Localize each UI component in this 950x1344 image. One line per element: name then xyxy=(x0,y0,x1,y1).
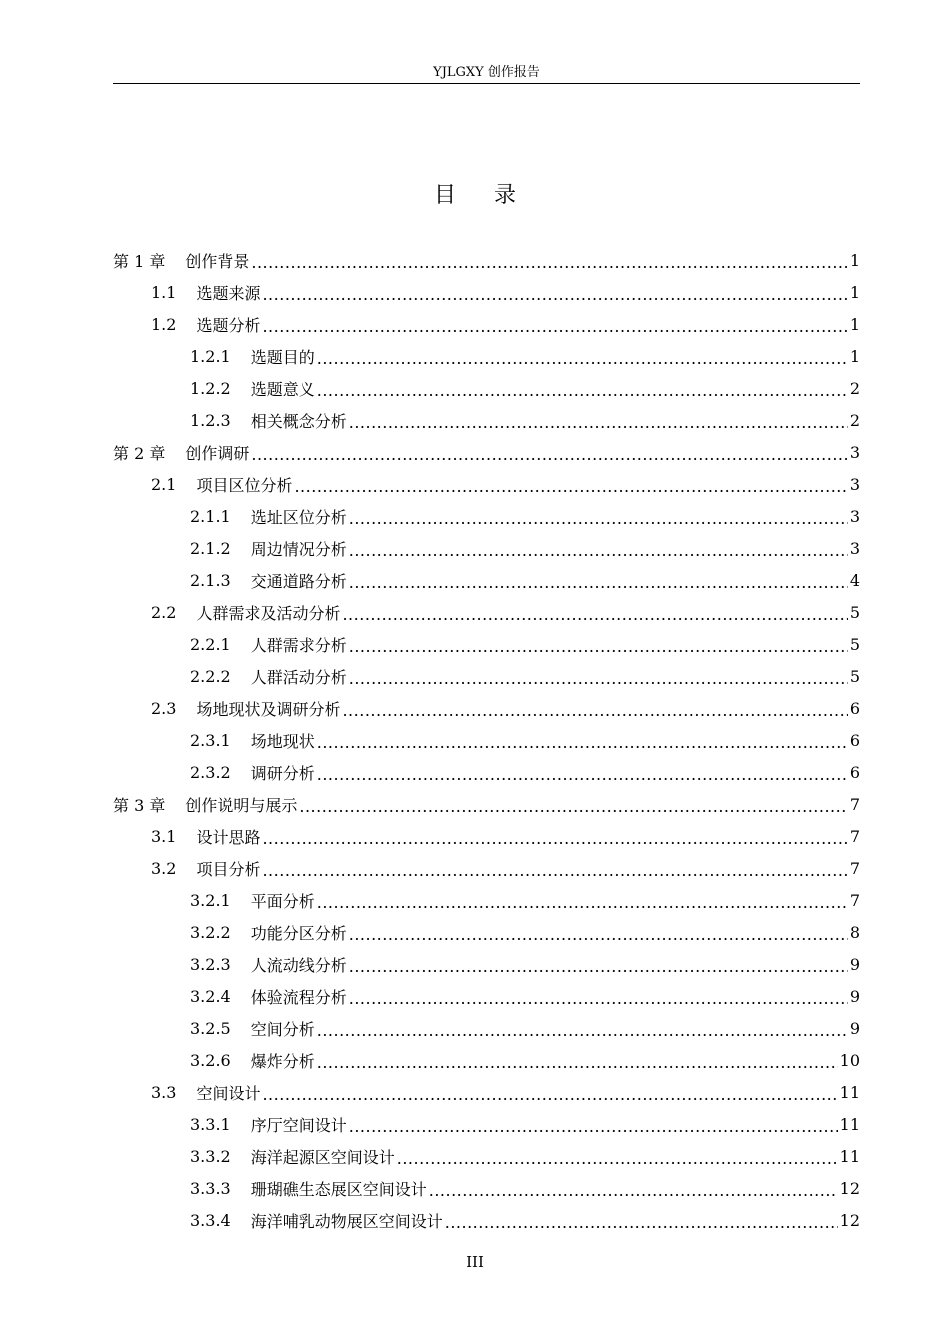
toc-entry[interactable] xyxy=(113,404,860,436)
toc-entry-number: 3.1 xyxy=(151,826,177,846)
toc-entry-number: 2.1.2 xyxy=(190,538,231,558)
toc-entry-number: 2.1 xyxy=(151,474,177,494)
toc-entry[interactable] xyxy=(113,372,860,404)
toc-leader-dots xyxy=(349,959,848,975)
toc-entry-number: 3.3.4 xyxy=(190,1210,231,1230)
toc-entry-number: 第 3 章 xyxy=(113,795,166,815)
toc-entry-page: 7 xyxy=(849,794,860,814)
toc-entry-title: 项目区位分析 xyxy=(196,475,293,495)
toc-entry-title: 选题来源 xyxy=(196,283,261,303)
toc-leader-dots xyxy=(294,479,847,495)
toc-entry-title: 创作背景 xyxy=(185,251,250,271)
toc-leader-dots xyxy=(251,255,847,271)
toc-entry-title: 选题分析 xyxy=(196,315,261,335)
toc-entry-page: 1 xyxy=(849,346,860,366)
table-of-contents xyxy=(113,244,860,1236)
toc-entry[interactable] xyxy=(113,532,860,564)
toc-entry-title: 创作说明与展示 xyxy=(185,795,298,815)
toc-leader-dots xyxy=(445,1215,838,1231)
toc-title: 目录 xyxy=(433,183,554,208)
toc-entry-title: 人群需求及活动分析 xyxy=(196,603,341,623)
toc-entry-title: 选址区位分析 xyxy=(250,507,347,527)
toc-entry-number: 3.3 xyxy=(151,1082,177,1102)
toc-entry-page: 9 xyxy=(849,986,860,1006)
toc-entry-number: 3.2.5 xyxy=(190,1018,231,1038)
toc-entry[interactable] xyxy=(113,1076,860,1108)
toc-entry-page: 1 xyxy=(849,250,860,270)
toc-entry-title: 功能分区分析 xyxy=(250,923,347,943)
toc-entry-page: 2 xyxy=(849,410,860,430)
toc-entry-page: 4 xyxy=(849,570,860,590)
toc-entry-page: 10 xyxy=(839,1050,860,1070)
toc-leader-dots xyxy=(262,319,847,335)
toc-entry[interactable] xyxy=(113,916,860,948)
toc-entry-number: 2.2 xyxy=(151,602,177,622)
toc-entry-title: 场地现状及调研分析 xyxy=(196,699,341,719)
toc-entry[interactable] xyxy=(113,628,860,660)
toc-entry[interactable] xyxy=(113,468,860,500)
toc-entry[interactable] xyxy=(113,724,860,756)
toc-entry-title: 选题意义 xyxy=(250,379,315,399)
toc-entry[interactable] xyxy=(113,852,860,884)
toc-entry-page: 6 xyxy=(849,730,860,750)
toc-entry-number: 第 1 章 xyxy=(113,251,166,271)
toc-leader-dots xyxy=(342,607,847,623)
toc-leader-dots xyxy=(251,447,847,463)
toc-entry-number: 1.2.1 xyxy=(190,346,231,366)
toc-entry-title: 空间设计 xyxy=(196,1083,261,1103)
toc-entry[interactable] xyxy=(113,1044,860,1076)
toc-entry-page: 6 xyxy=(849,762,860,782)
toc-leader-dots xyxy=(262,1087,837,1103)
toc-entry-number: 3.2.2 xyxy=(190,922,231,942)
toc-leader-dots xyxy=(349,415,848,431)
toc-entry-number: 1.2.3 xyxy=(190,410,231,430)
toc-entry-title: 海洋哺乳动物展区空间设计 xyxy=(250,1211,443,1231)
header-rule xyxy=(113,83,860,84)
toc-entry[interactable] xyxy=(113,244,860,276)
toc-entry-number: 第 2 章 xyxy=(113,443,166,463)
toc-entry-title: 海洋起源区空间设计 xyxy=(250,1147,395,1167)
page-header: YJLGXY 创作报告 xyxy=(433,65,540,80)
toc-entry[interactable] xyxy=(113,564,860,596)
toc-entry-title: 人群活动分析 xyxy=(250,667,347,687)
toc-entry[interactable] xyxy=(113,884,860,916)
toc-entry-number: 3.2 xyxy=(151,858,177,878)
toc-entry-page: 9 xyxy=(849,954,860,974)
toc-entry-number: 3.3.2 xyxy=(190,1146,231,1166)
toc-entry-number: 2.1.3 xyxy=(190,570,231,590)
toc-entry-page: 9 xyxy=(849,1018,860,1038)
toc-leader-dots xyxy=(342,703,847,719)
toc-entry-page: 1 xyxy=(849,282,860,302)
toc-leader-dots xyxy=(349,511,848,527)
toc-entry-title: 调研分析 xyxy=(250,763,315,783)
toc-entry-number: 3.3.1 xyxy=(190,1114,231,1134)
toc-entry[interactable] xyxy=(113,1172,860,1204)
toc-entry-title: 创作调研 xyxy=(185,443,250,463)
toc-entry-title: 平面分析 xyxy=(250,891,315,911)
toc-entry-number: 3.2.4 xyxy=(190,986,231,1006)
toc-leader-dots xyxy=(317,767,848,783)
toc-entry[interactable] xyxy=(113,276,860,308)
toc-entry[interactable] xyxy=(113,660,860,692)
toc-entry[interactable] xyxy=(113,1012,860,1044)
toc-leader-dots xyxy=(349,671,848,687)
toc-entry-title: 体验流程分析 xyxy=(250,987,347,1007)
toc-entry-number: 3.3.3 xyxy=(190,1178,231,1198)
toc-entry[interactable] xyxy=(113,1204,860,1236)
toc-entry-page: 2 xyxy=(849,378,860,398)
toc-leader-dots xyxy=(317,351,848,367)
toc-entry-number: 3.2.3 xyxy=(190,954,231,974)
toc-entry[interactable] xyxy=(113,340,860,372)
toc-entry-number: 1.1 xyxy=(151,282,177,302)
toc-entry-number: 2.2.2 xyxy=(190,666,231,686)
toc-entry-page: 12 xyxy=(839,1210,860,1230)
toc-entry[interactable] xyxy=(113,436,860,468)
toc-entry-title: 设计思路 xyxy=(196,827,261,847)
toc-entry-page: 11 xyxy=(839,1082,860,1102)
toc-entry[interactable] xyxy=(113,788,860,820)
toc-entry-number: 3.2.1 xyxy=(190,890,231,910)
toc-entry-title: 项目分析 xyxy=(196,859,261,879)
toc-entry-number: 2.3 xyxy=(151,698,177,718)
toc-entry-page: 3 xyxy=(849,538,860,558)
toc-entry-page: 11 xyxy=(839,1146,860,1166)
toc-entry-number: 1.2.2 xyxy=(190,378,231,398)
toc-entry[interactable] xyxy=(113,980,860,1012)
toc-entry-number: 2.3.2 xyxy=(190,762,231,782)
toc-entry-page: 3 xyxy=(849,442,860,462)
toc-entry-page: 6 xyxy=(849,698,860,718)
toc-entry[interactable] xyxy=(113,948,860,980)
toc-entry-page: 7 xyxy=(849,858,860,878)
toc-leader-dots xyxy=(397,1151,838,1167)
toc-leader-dots xyxy=(349,639,848,655)
toc-entry-title: 序厅空间设计 xyxy=(250,1115,347,1135)
toc-leader-dots xyxy=(349,543,848,559)
toc-entry-page: 1 xyxy=(849,314,860,334)
toc-entry[interactable] xyxy=(113,308,860,340)
toc-entry-page: 12 xyxy=(839,1178,860,1198)
toc-entry[interactable] xyxy=(113,820,860,852)
toc-leader-dots xyxy=(349,1119,838,1135)
toc-leader-dots xyxy=(317,735,848,751)
toc-entry-title: 珊瑚礁生态展区空间设计 xyxy=(250,1179,427,1199)
toc-entry-page: 3 xyxy=(849,506,860,526)
toc-entry-page: 11 xyxy=(839,1114,860,1134)
toc-leader-dots xyxy=(262,287,847,303)
toc-entry-page: 8 xyxy=(849,922,860,942)
toc-entry-title: 交通道路分析 xyxy=(250,571,347,591)
toc-entry-page: 5 xyxy=(849,666,860,686)
toc-entry-page: 3 xyxy=(849,474,860,494)
toc-entry-title: 周边情况分析 xyxy=(250,539,347,559)
toc-entry-title: 选题目的 xyxy=(250,347,315,367)
toc-entry-title: 场地现状 xyxy=(250,731,315,751)
toc-entry[interactable] xyxy=(113,500,860,532)
toc-leader-dots xyxy=(317,895,848,911)
toc-leader-dots xyxy=(429,1183,838,1199)
toc-entry-title: 相关概念分析 xyxy=(250,411,347,431)
toc-entry[interactable] xyxy=(113,1108,860,1140)
toc-entry-title: 人群需求分析 xyxy=(250,635,347,655)
toc-entry[interactable] xyxy=(113,1140,860,1172)
toc-entry-title: 爆炸分析 xyxy=(250,1051,315,1071)
toc-entry-number: 1.2 xyxy=(151,314,177,334)
toc-leader-dots xyxy=(349,927,848,943)
toc-entry[interactable] xyxy=(113,596,860,628)
toc-entry-title: 空间分析 xyxy=(250,1019,315,1039)
toc-entry-number: 2.3.1 xyxy=(190,730,231,750)
toc-leader-dots xyxy=(317,383,848,399)
toc-entry-page: 7 xyxy=(849,826,860,846)
toc-entry-page: 5 xyxy=(849,634,860,654)
toc-leader-dots xyxy=(299,799,847,815)
toc-entry-page: 5 xyxy=(849,602,860,622)
toc-entry-number: 3.2.6 xyxy=(190,1050,231,1070)
toc-entry[interactable] xyxy=(113,692,860,724)
toc-leader-dots xyxy=(317,1055,838,1071)
toc-leader-dots xyxy=(262,863,847,879)
toc-leader-dots xyxy=(349,991,848,1007)
toc-entry[interactable] xyxy=(113,756,860,788)
toc-leader-dots xyxy=(349,575,848,591)
toc-entry-number: 2.1.1 xyxy=(190,506,231,526)
page-number: III xyxy=(466,1253,484,1271)
toc-leader-dots xyxy=(317,1023,848,1039)
toc-entry-number: 2.2.1 xyxy=(190,634,231,654)
toc-leader-dots xyxy=(262,831,847,847)
toc-entry-title: 人流动线分析 xyxy=(250,955,347,975)
toc-entry-page: 7 xyxy=(849,890,860,910)
